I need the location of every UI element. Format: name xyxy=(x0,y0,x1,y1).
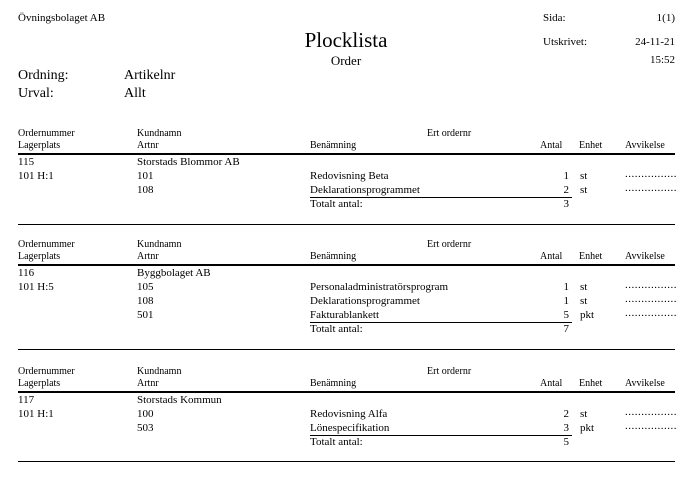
order-number: 116 xyxy=(18,267,35,279)
col-header-unit: Enhet xyxy=(579,378,603,389)
col-header-storage-location: Lagerplats xyxy=(18,140,61,151)
col-header-article-number: Artnr xyxy=(137,251,159,262)
line-unit: st xyxy=(580,408,588,420)
line-quantity: 2 xyxy=(563,408,569,420)
article-number: 108 xyxy=(137,295,154,307)
block-separator xyxy=(18,224,675,225)
storage-location: 101 H:1 xyxy=(18,170,54,182)
col-header-customer-name: Kundnamn xyxy=(137,128,182,139)
col-header-order-number: Ordernummer xyxy=(18,366,75,377)
line-description: Fakturablankett xyxy=(310,309,380,321)
col-header-quantity: Antal xyxy=(540,140,563,151)
printed-time: 15:52 xyxy=(649,54,675,66)
col-header-description: Benämning xyxy=(310,378,357,389)
order-total: 5 xyxy=(563,436,569,448)
total-label: Totalt antal: xyxy=(310,198,363,210)
col-header-customer-name: Kundnamn xyxy=(137,366,182,377)
line-unit: st xyxy=(580,184,588,196)
col-header-your-order-number: Ert ordernr xyxy=(427,128,472,139)
col-header-deviation: Avvikelse xyxy=(625,378,665,389)
line-quantity: 1 xyxy=(563,295,569,307)
line-description: Personaladministratörsprogram xyxy=(310,281,449,293)
order-number: 115 xyxy=(18,156,35,168)
deviation-field[interactable]: ................ xyxy=(625,279,677,291)
col-header-unit: Enhet xyxy=(579,251,603,262)
page-label: Sida: xyxy=(543,12,566,24)
article-number: 105 xyxy=(137,281,154,293)
deviation-field[interactable]: ................ xyxy=(625,182,677,194)
customer-name: Byggbolaget AB xyxy=(137,267,211,279)
deviation-field[interactable]: ................ xyxy=(625,406,677,418)
col-header-your-order-number: Ert ordernr xyxy=(427,239,472,250)
line-description: Redovisning Alfa xyxy=(310,408,388,420)
line-unit: st xyxy=(580,170,588,182)
line-unit: st xyxy=(580,281,588,293)
col-header-description: Benämning xyxy=(310,251,357,262)
col-header-description: Benämning xyxy=(310,140,357,151)
customer-name: Storstads Kommun xyxy=(137,394,222,406)
line-quantity: 2 xyxy=(563,184,569,196)
col-header-unit: Enhet xyxy=(579,140,603,151)
line-quantity: 1 xyxy=(563,170,569,182)
sort-value: Artikelnr xyxy=(124,68,176,83)
header-rule xyxy=(18,264,675,266)
col-header-storage-location: Lagerplats xyxy=(18,251,61,262)
sort-label: Ordning: xyxy=(18,68,69,83)
col-header-customer-name: Kundnamn xyxy=(137,239,182,250)
line-description: Lönespecifikation xyxy=(310,422,390,434)
article-number: 100 xyxy=(137,408,154,420)
line-quantity: 1 xyxy=(563,281,569,293)
order-total: 7 xyxy=(563,323,569,335)
col-header-deviation: Avvikelse xyxy=(625,251,665,262)
line-description: Deklarationsprogrammet xyxy=(310,184,420,196)
line-unit: pkt xyxy=(580,422,595,434)
article-number: 501 xyxy=(137,309,154,321)
company-name: Övningsbolaget AB xyxy=(18,12,106,24)
storage-location: 101 H:5 xyxy=(18,281,54,293)
customer-name: Storstads Blommor AB xyxy=(137,156,240,168)
block-separator xyxy=(18,349,675,350)
block-separator xyxy=(18,461,675,462)
col-header-article-number: Artnr xyxy=(137,378,159,389)
line-quantity: 5 xyxy=(563,309,569,321)
col-header-your-order-number: Ert ordernr xyxy=(427,366,472,377)
col-header-order-number: Ordernummer xyxy=(18,128,75,139)
order-number: 117 xyxy=(18,394,35,406)
deviation-field[interactable]: ................ xyxy=(625,420,677,432)
article-number: 108 xyxy=(137,184,154,196)
report-subtitle: Order xyxy=(330,53,362,68)
col-header-quantity: Antal xyxy=(540,251,563,262)
total-label: Totalt antal: xyxy=(310,323,363,335)
total-label: Totalt antal: xyxy=(310,436,363,448)
col-header-deviation: Avvikelse xyxy=(625,140,665,151)
line-description: Deklarationsprogrammet xyxy=(310,295,420,307)
selection-value: Allt xyxy=(124,86,146,101)
line-unit: st xyxy=(580,295,588,307)
article-number: 503 xyxy=(137,422,154,434)
article-number: 101 xyxy=(137,170,154,182)
header-rule xyxy=(18,153,675,155)
deviation-field[interactable]: ................ xyxy=(625,168,677,180)
line-unit: pkt xyxy=(580,309,595,321)
printed-label: Utskrivet: xyxy=(543,36,587,48)
col-header-storage-location: Lagerplats xyxy=(18,378,61,389)
line-description: Redovisning Beta xyxy=(310,170,389,182)
selection-label: Urval: xyxy=(18,86,54,101)
deviation-field[interactable]: ................ xyxy=(625,293,677,305)
col-header-article-number: Artnr xyxy=(137,140,159,151)
deviation-field[interactable]: ................ xyxy=(625,307,677,319)
report-title: Plocklista xyxy=(304,28,388,52)
col-header-order-number: Ordernummer xyxy=(18,239,75,250)
col-header-quantity: Antal xyxy=(540,378,563,389)
printed-date: 24-11-21 xyxy=(635,36,675,48)
page-value: 1(1) xyxy=(656,12,675,24)
storage-location: 101 H:1 xyxy=(18,408,54,420)
header-rule xyxy=(18,391,675,393)
line-quantity: 3 xyxy=(563,422,569,434)
order-total: 3 xyxy=(563,198,569,210)
